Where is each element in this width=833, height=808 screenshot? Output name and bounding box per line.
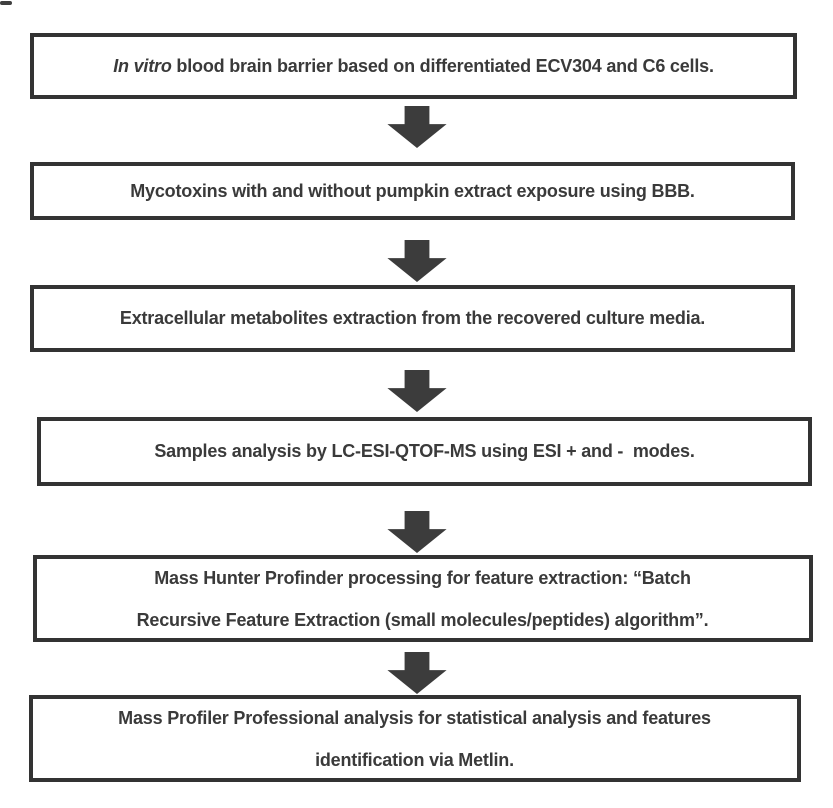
down-arrow-icon bbox=[386, 240, 448, 282]
flow-step-1-box bbox=[30, 33, 797, 99]
down-arrow-icon bbox=[386, 511, 448, 553]
flow-step-5-text-line1: Mass Hunter Profinder processing for feature extraction: “Batch bbox=[154, 567, 691, 588]
flow-step-3-text: Extracellular metabolites extraction from the recovered culture media. bbox=[119, 308, 706, 328]
flow-step-6-text-line2: identification via Metlin. bbox=[315, 749, 514, 770]
down-arrow-icon bbox=[386, 652, 448, 694]
flow-step-5-text-line2: Recursive Feature Extraction (small molecules/peptides) algorithm”. bbox=[136, 609, 709, 630]
flow-step-2-box bbox=[30, 162, 795, 220]
flow-step-6-box bbox=[29, 695, 801, 782]
flow-step-3-box bbox=[30, 285, 795, 352]
down-arrow-shape bbox=[387, 240, 446, 282]
flow-step-1-text bbox=[113, 56, 714, 77]
down-arrow-icon bbox=[386, 106, 448, 148]
flow-step-1-italic-lead: In vitro bbox=[113, 55, 172, 76]
flow-step-5-box bbox=[33, 555, 813, 642]
flow-step-2-text: Mycotoxins with and without pumpkin extract exposure using BBB. bbox=[130, 180, 695, 201]
flow-step-1-rest: blood brain barrier based on differentiated ECV304 and C6 cells. bbox=[171, 55, 714, 76]
down-arrow-shape bbox=[387, 511, 446, 553]
flow-step-4-box bbox=[37, 417, 812, 486]
flow-step-4-text: Samples analysis by LC-ESI-QTOF-MS using ESI + and - modes. bbox=[154, 441, 695, 461]
scan-artifact-mark bbox=[0, 1, 12, 5]
down-arrow-shape bbox=[387, 370, 446, 412]
down-arrow-shape bbox=[387, 652, 446, 694]
down-arrow-icon bbox=[386, 370, 448, 412]
flow-step-6-text-line1: Mass Profiler Professional analysis for statistical analysis and features bbox=[118, 707, 711, 728]
down-arrow-shape bbox=[387, 106, 446, 148]
